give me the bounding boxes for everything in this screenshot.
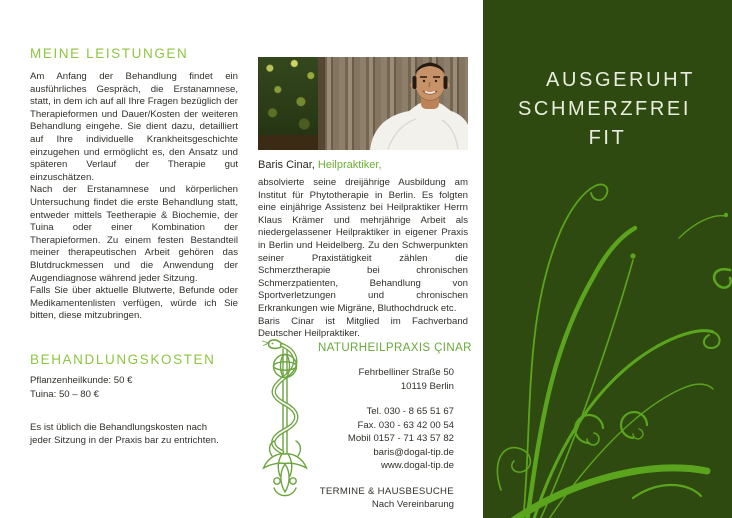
- address-block: [318, 366, 454, 393]
- address-street: Fehrbelliner Straße 50: [358, 367, 454, 378]
- email-line: baris@dogal-tip.de: [373, 446, 454, 458]
- payment-note: Es ist üblich die Behandlungskosten nach jeder Sitzung in der Praxis bar zu entrichten.: [30, 422, 219, 446]
- bio-block: [258, 177, 468, 341]
- person-title: Heilpraktiker,: [317, 159, 382, 171]
- man-figure: [258, 57, 468, 150]
- mobile-line: Mobil 0157 - 71 43 57 82: [347, 433, 454, 444]
- portrait-photo: [258, 57, 468, 150]
- person-name: Baris Cinar,: [258, 159, 315, 171]
- profile-section: [258, 57, 468, 341]
- headline-line-1: AUSGERUHT: [546, 69, 695, 91]
- aesculapius-staff-icon: [258, 336, 314, 498]
- practice-name: NATURHEILPRAXIS ÇINAR: [318, 342, 472, 354]
- services-paragraph-3: Falls Sie über aktuelle Blutwerte, Befunde oder Medikamentenlisten verfügen, würde ich Sie bitten, diese mitzubringen.: [30, 285, 238, 322]
- bio-paragraph: absolvierte seine dreijährige Ausbildung am Institut für Phytotherapie in Berlin. Es folgten eine einjährige Assistenz bei Heilpraktiker Herrn Klaus Krämer und mehrjährige Arbeit als niedergelassener Heilpraktiker in eigener Praxis in Berlin und Heidelberg. Zu den Schwerpunkten seiner Praxistätigkeit zählen die Schmerztherapie bei chronischen Schmerzpatienten, Behandlung von Sportverletzungen und chronischen Erkrankungen wie Migräne, Bluthochdruck etc.: [258, 177, 468, 314]
- price-line-tuina: Tuina: 50 – 80 €: [30, 389, 99, 400]
- headline-line-2: SCHMERZFREI: [517, 98, 692, 120]
- appointments-heading: TERMINE & HAUSBESUCHE: [319, 485, 454, 497]
- cover-headline: [483, 66, 732, 153]
- services-heading: MEINE LEISTUNGEN: [30, 46, 189, 61]
- fax-line: Fax. 030 - 63 42 00 54: [357, 419, 454, 431]
- headline-line-3: FIT: [588, 127, 627, 149]
- contact-block: [318, 342, 472, 512]
- services-paragraph-1: Am Anfang der Behandlung findet ein ausführliches Gespräch, die Erstanamnese, statt, in dem ich auf all Ihre Fragen bezüglich der Therapieformen und Dauer/Kosten der weiteren Behandlung eingehe. Sie dient dazu, detailliert auf Ihre individuelle Krankheitsgeschichte einzugehen und ermöglicht es, den Ansatz und späteren Verlauf der Therapie gut einzuschätzen.: [30, 71, 238, 183]
- appointments-block: [318, 485, 454, 512]
- price-line-phytotherapy: Pflanzenheilkunde: 50 €: [30, 375, 133, 386]
- costs-section: [30, 352, 238, 447]
- person-name-line: [258, 159, 468, 171]
- services-section: [30, 46, 238, 323]
- services-paragraph-2: Nach der Erstanamnese und körperlichen Untersuchung findet die erste Behandlung statt, entweder mittels Teetherapie & Biochemie, der Tuina oder einer Kombination der Therapieformen. Zu einem festen Bestandteil meiner therapeutischen Arbeit gehören das Blutdruckmessen und die Anwendung der Augendiagnose während jeder Sitzung.: [30, 184, 238, 284]
- membership-paragraph: Baris Cinar ist Mitglied im Fachverband Deutscher Heilpraktiker.: [258, 315, 468, 340]
- phone-line: Tel. 030 - 8 65 51 67: [366, 406, 454, 417]
- website-line: www.dogal-tip.de: [380, 460, 454, 471]
- flourish-ornament: [483, 178, 732, 518]
- appointments-note: Nach Vereinbarung: [371, 499, 454, 510]
- services-body: [30, 71, 238, 323]
- phone-block: [318, 405, 454, 473]
- address-city: 10119 Berlin: [400, 380, 454, 392]
- cover-panel: [483, 0, 732, 518]
- costs-body: [30, 374, 238, 447]
- costs-heading: BEHANDLUNGSKOSTEN: [30, 352, 216, 367]
